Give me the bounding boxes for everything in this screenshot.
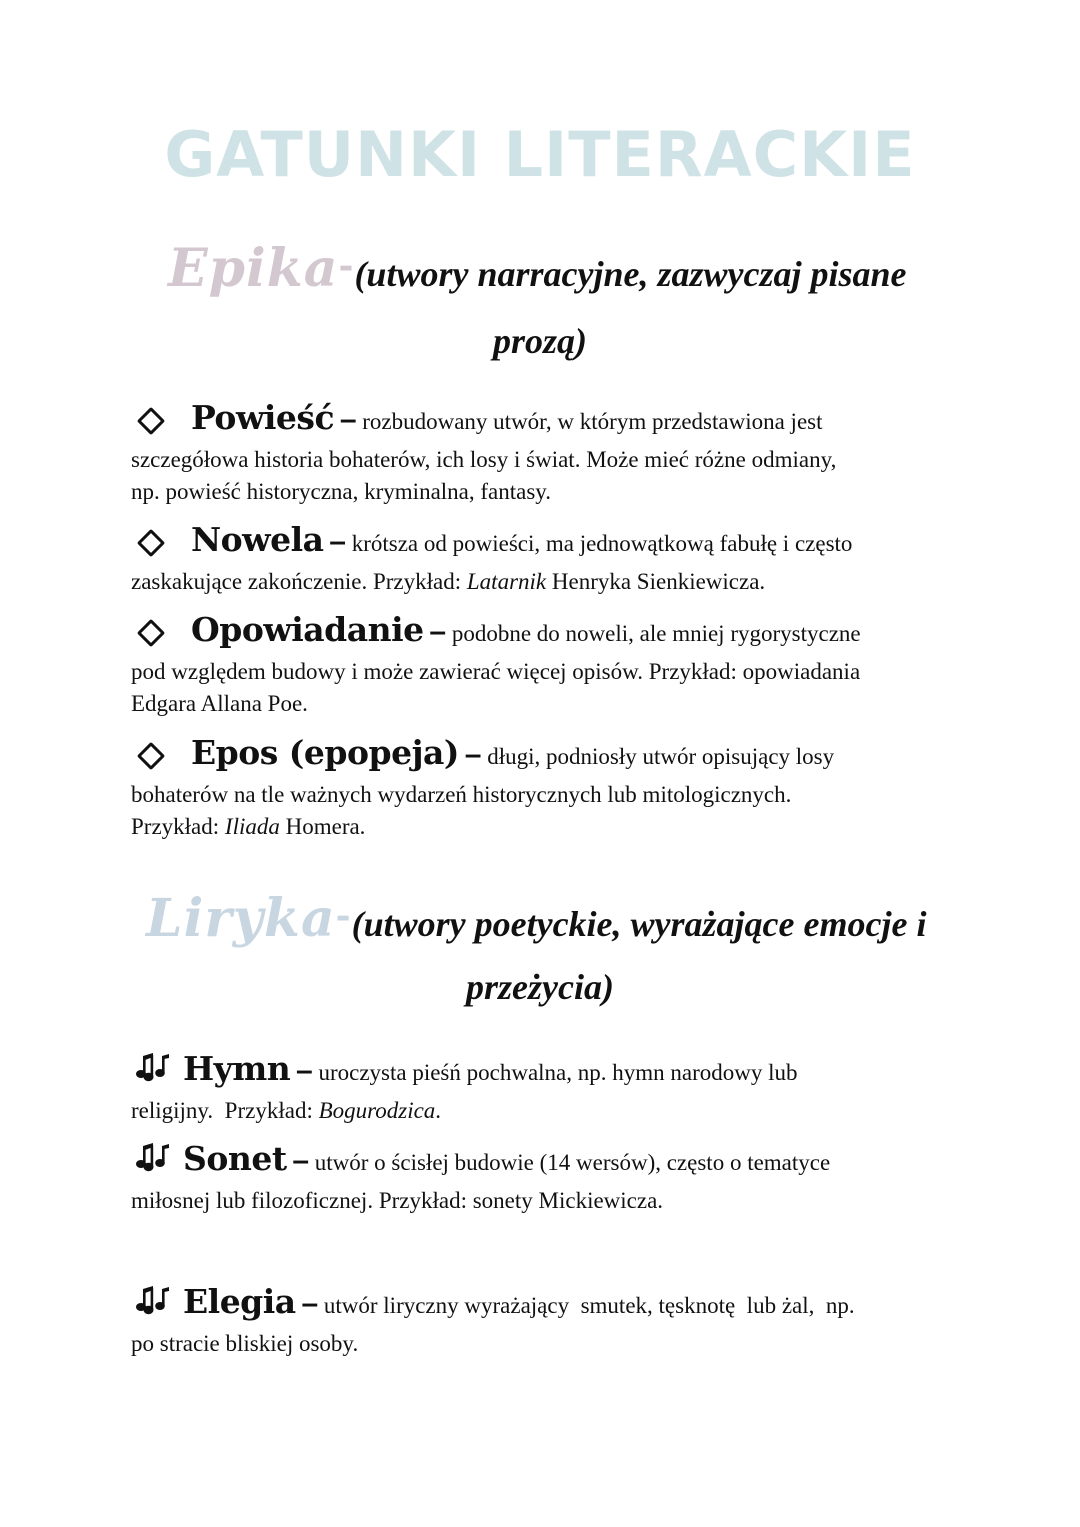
book-title: Iliada [224,814,280,839]
definition-text: utwór liryczny wyrażający smutek, tęsknotę lub żal, np. [323,1293,855,1318]
entry-sonet: Sonet – utwór o ścisłej budowie (14 wersów), często o tematyce miłosnej lub filozoficznej. Przykład: sonety Mickiewicza. [131,1139,831,1213]
book-title: Latarnik [466,569,547,594]
term-label: Opowiadanie [191,610,424,649]
diamond-outline-icon [137,742,165,770]
liryka-subtitle-line2: przeżycia) [466,967,614,1007]
term-label: Epos (epopeja) [191,733,460,772]
diamond-outline-icon [137,407,165,435]
entry-opowiadanie: Opowiadanie – podobne do noweli, ale mniej rygorystyczne pod względem budowy i może zawierać więcej opisów. Przykład: opowiadania Edgara Allana Poe. [131,610,861,716]
term-label: Nowela [191,520,324,559]
definition-text: uroczysta pieśń pochwalna, np. hymn narodowy lub [318,1060,798,1085]
entry-nowela: Nowela – krótsza od powieści, ma jednowątkową fabułę i często zaskakujące zakończenie. Przykład: Latarnik Henryka Sienkiewicza. [131,520,853,594]
definition-text: długi, podniosły utwór opisujący losy [487,744,835,769]
term-label: Elegia [183,1282,296,1321]
definition-text: rozbudowany utwór, w którym przedstawiona jest [362,409,823,434]
definition-text: krótsza od powieści, ma jednowątkową fabułę i często [351,531,853,556]
definition-text: utwór o ścisłej budowie (14 wersów), często o tematyce [314,1150,831,1175]
term-label: Sonet [183,1139,287,1178]
entry-hymn: Hymn – uroczysta pieśń pochwalna, np. hymn narodowy lub religijny. Przykład: Bogurodzica. [131,1049,798,1123]
epika-subtitle-line2: prozą) [492,321,587,361]
liryka-heading [146,888,926,949]
entry-powiesc: Powieść – rozbudowany utwór, w którym przedstawiona jest szczegółowa historia bohaterów, ich losy i świat. Może mieć różne odmiany, np. powieść historyczna, kryminalna, fantasy. [131,398,837,504]
term-label: Powieść [191,398,335,437]
term-label: Hymn [183,1049,291,1088]
definition-text: podobne do noweli, ale mniej rygorystyczne [451,621,861,646]
book-title: Bogurodzica [318,1098,436,1123]
liryka-dash: - [335,895,352,937]
epika-subtitle: (utwory narracyjne, zazwyczaj pisane [354,254,907,294]
entry-epos: Epos (epopeja) – długi, podniosły utwór opisujący losy bohaterów na tle ważnych wydarzeń historycznych lub mitologicznych. Przykład: Iliada Homera. [131,733,835,839]
liryka-subtitle: (utwory poetyckie, wyrażające emocje i [351,904,927,944]
diamond-outline-icon [137,529,165,557]
music-notes-icon [135,1142,173,1174]
epika-dash: - [338,245,355,287]
entry-elegia: Elegia – utwór liryczny wyrażający smutek, tęsknotę lub żal, np. po stracie bliskiej osoby. [131,1282,855,1356]
diamond-outline-icon [137,619,165,647]
music-notes-icon [135,1285,173,1317]
music-notes-icon [135,1052,173,1084]
page-title: GATUNKI LITERACKIE [164,118,916,191]
liryka-script-title: Liryka [146,888,336,949]
epika-script-title: Epika [168,238,339,299]
epika-heading [168,238,906,299]
